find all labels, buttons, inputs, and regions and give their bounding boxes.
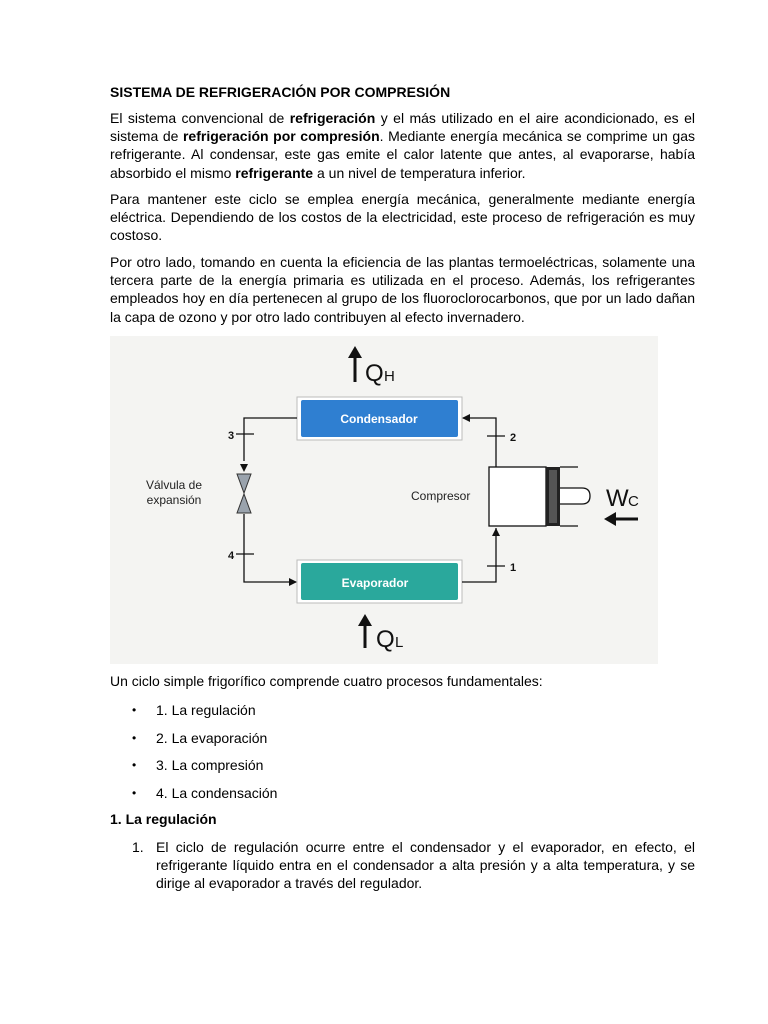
bold-term: refrigerante: [235, 164, 314, 181]
valve-label-line2: expansión: [146, 493, 202, 507]
left-refrigerant-line: [244, 418, 297, 582]
valve-label-line1: Válvula de: [145, 478, 203, 492]
compresor-label: Compresor: [411, 489, 471, 503]
point-1-label: 1: [510, 562, 517, 574]
text-run: y el más utilizado en el aire acondicionado, es el sistema de: [110, 110, 695, 145]
ql-subscript: L: [395, 634, 404, 651]
flow-arrow-up: [492, 528, 500, 536]
section-heading: 1. La regulación: [110, 811, 217, 827]
list-item-text: 3. La compresión: [156, 757, 264, 773]
text-run: a un nivel de temperatura inferior.: [313, 164, 526, 181]
bold-term: refrigeración: [289, 110, 376, 126]
item-number: 1.: [132, 839, 144, 855]
wc-subscript: C: [628, 493, 639, 510]
point-2-label: 2: [510, 432, 517, 444]
ql-label: Q: [376, 626, 395, 653]
text-run: . Mediante energía mecánica se comprime un gas refrigerante. Al condensar, este gas emite el calor latente que antes, al evaporarse, había absorbido el mismo: [110, 128, 695, 181]
paragraph-efficiency: Por otro lado, tomando en cuenta la eficiencia de las plantas termoeléctricas, solamente una tercera parte de la energía primaria es utilizada en el proceso. Además, los refrigerantes empleados hoy en día pertenecen al grupo de los fluoroclorocarbonos, que por un lado dañan la capa de ozono y por otro lado contribuyen al efecto invernadero.: [110, 254, 695, 325]
bullet: •: [132, 758, 137, 772]
point-3-label: 3: [228, 430, 235, 442]
qh-label: Q: [365, 360, 384, 387]
processes-intro: Un ciclo simple frigorífico comprende cuatro procesos fundamentales:: [110, 673, 543, 689]
bold-term: refrigeración por compresión: [182, 128, 380, 145]
heat-in-arrow: [358, 614, 372, 648]
bullet: •: [132, 785, 137, 800]
document-title: SISTEMA DE REFRIGERACIÓN POR COMPRESIÓN: [110, 84, 451, 100]
work-in-arrow: [604, 512, 638, 526]
heat-out-arrow: [348, 346, 362, 382]
list-item-text: 2. La evaporación: [156, 729, 268, 746]
bullet: •: [132, 703, 137, 717]
expansion-valve-icon: [237, 474, 251, 513]
qh-subscript: H: [384, 368, 395, 385]
paragraph-energy: Para mantener este ciclo se emplea energía mecánica, generalmente mediante energía eléctrica. Dependiendo de los costos de la electricidad, este proceso de refrigeración es muy costoso.: [110, 191, 695, 244]
item-text: El ciclo de regulación ocurre entre el condensador y el evaporador, en efecto, el refrigerante líquido entra en el condensador a alta presión y a alta temperatura, y se dirige al evaporador a través del regulador.: [156, 839, 695, 892]
list-item-text: 1. La regulación: [156, 702, 256, 718]
wc-label: W: [606, 485, 629, 512]
refrigeration-cycle-diagram: [110, 336, 658, 664]
condensador-label: Condensador: [340, 412, 418, 426]
compressor-icon: [489, 467, 590, 526]
paragraph-intro: [110, 109, 695, 182]
text-run: El sistema convencional de: [110, 110, 290, 126]
flow-arrow-down: [240, 464, 248, 472]
point-4-label: 4: [228, 550, 235, 562]
bullet: •: [132, 730, 137, 745]
list-item-text: 4. La condensación: [156, 784, 278, 801]
evaporador-label: Evaporador: [341, 576, 409, 590]
